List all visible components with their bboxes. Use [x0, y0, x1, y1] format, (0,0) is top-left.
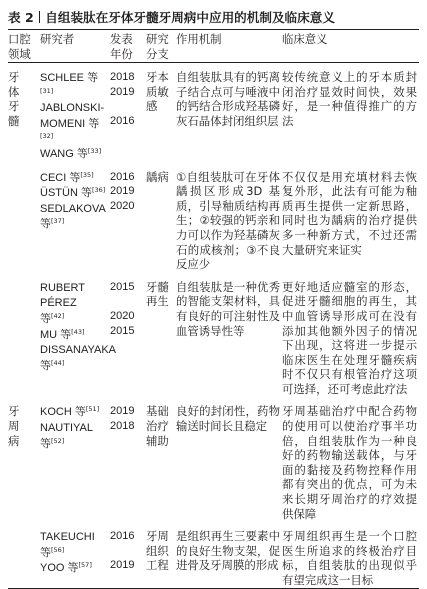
cell-significance: 较传统意义上的牙本质封闭治疗显效时间快，效果好，是一种值得推广的方法: [282, 70, 417, 128]
reference-marker: [37]: [51, 217, 65, 226]
researcher-name: NAUTIYAL: [40, 422, 93, 435]
cell-area: 牙 周 病: [8, 404, 20, 448]
reference-marker: [56]: [51, 545, 65, 554]
table-row: [8, 272, 419, 397]
header-researcher: 研究者: [40, 32, 75, 46]
researcher-name: DISSANAYAKA: [40, 344, 117, 357]
researcher-entry: [40, 311, 108, 327]
researcher-name: WANG 等: [40, 147, 88, 160]
header-mechanism: 作用机制: [176, 32, 222, 46]
cell-researchers: [40, 521, 110, 587]
reference-marker: [44]: [51, 358, 65, 367]
researcher-entry: [40, 100, 108, 116]
reference-marker: [32]: [40, 132, 54, 141]
researcher-name: ÜSTÜN 等: [40, 187, 92, 200]
table-body: [8, 63, 419, 588]
researcher-entry: [40, 545, 108, 561]
researcher-name: SCHLEE 等: [40, 72, 99, 84]
researcher-name: YOO 等: [40, 562, 79, 575]
reference-marker: [33]: [87, 146, 102, 155]
cell-researchers: [40, 162, 110, 272]
cell-subcategory: 基础 治疗 辅助: [146, 404, 169, 448]
researcher-entry: [40, 201, 108, 217]
table-header-row: [8, 30, 419, 63]
researcher-name: KOCH 等: [40, 406, 86, 419]
mechanism-table: [8, 29, 419, 588]
cell-mechanism: ①自组装肽可在牙体龋损区形成3D 基质，引导釉质结构再生；②较强的钙亲和力可以作为羟基磷灰石的成核剂；③不良反应少: [176, 169, 280, 272]
cell-subcategory: 牙周 组织 工程: [146, 529, 169, 573]
table-row: [8, 63, 419, 162]
researcher-entry: [40, 216, 108, 232]
cell-researchers: [40, 272, 117, 397]
reference-marker: [31]: [40, 86, 54, 95]
reference-marker: [52]: [51, 436, 65, 445]
cell-mechanism: 良好的封闭性，药物输送时间长且稳定: [176, 404, 280, 434]
reference-marker: [57]: [78, 561, 92, 570]
cell-mechanism: 是组织再生三要素中的良好生物支架，促进骨及牙周膜的形成: [176, 529, 280, 573]
researcher-entry: [40, 327, 108, 343]
table-bottom-rule: [8, 588, 419, 589]
researcher-entry: [40, 146, 108, 162]
researcher-name: RUBERT PÉREZ: [40, 281, 85, 310]
cell-years: 2016 2019: [110, 530, 135, 572]
cell-area: [8, 272, 40, 397]
caption-separator: [39, 11, 41, 23]
table-row: [8, 521, 419, 587]
researcher-name: CECI 等: [40, 171, 81, 184]
researcher-name: 等: [40, 359, 51, 372]
header-subcat: 研究 分支: [146, 32, 169, 61]
researcher-name: MU 等: [40, 328, 72, 341]
cell-area: 牙 体 牙 髓: [8, 70, 20, 128]
cell-area: [8, 162, 40, 272]
table-row: [8, 162, 419, 272]
cell-researchers: [40, 396, 110, 521]
cell-subcategory: 龋病: [146, 169, 169, 184]
cell-mechanism: 自组装肽具有的钙离子结合点可与唾液中的钙结合形成羟基磷灰石晶体封闭组织层: [176, 70, 280, 128]
header-area: 口腔 领域: [8, 32, 31, 61]
researcher-entry: [40, 404, 108, 420]
researcher-entry: [40, 70, 108, 100]
researcher-entry: [40, 280, 108, 311]
cell-years: 2018 2019 2016: [110, 71, 135, 127]
reference-marker: [42]: [51, 311, 65, 320]
cell-years: 2019 2018: [110, 405, 135, 433]
cell-years: 2015 2020 2015: [110, 280, 135, 337]
researcher-name: 等: [40, 546, 51, 559]
cell-significance: 牙周组织再生是一个口腔医生所追求的终极治疗目标，自组装肽的出现似乎有望完成这一目标: [282, 529, 417, 587]
cell-significance: 不仅仅是用充填材料去恢复外形，此法有可能为釉质再生提供一定新思路，同时也为龋病的治疗提供多一种新方式，不过还需大量研究来证实: [282, 169, 417, 257]
table-title: 自组装肽在牙体牙髓牙周病中应用的机制及临床意义: [45, 10, 335, 25]
cell-researchers: [40, 63, 110, 162]
reference-marker: [51]: [85, 405, 100, 414]
cell-significance: 牙周基础治疗中配合药物的使用可以使治疗事半功倍，自组装肽作为一种良好的药物输送载体，与牙面的黏接及药物控释作用都有突出的优点，可为未来长期牙周治疗的疗效提供保障: [282, 404, 417, 521]
header-significance: 临床意义: [282, 32, 328, 46]
header-year: 发表 年份: [110, 32, 133, 61]
table-label: 表 2: [8, 10, 34, 25]
cell-years: 2016 2019 2020: [110, 170, 135, 212]
researcher-name: JABLONSKI-: [40, 102, 105, 115]
cell-subcategory: 牙髓 再生: [146, 279, 169, 309]
cell-area: [8, 521, 40, 587]
researcher-name: 等: [40, 218, 51, 231]
researcher-name: TAKEUCHI: [40, 531, 95, 544]
researcher-entry: [40, 342, 117, 358]
cell-significance: 更好地适应髓室的形态，促进牙髓细胞的再生，其中血管诱导形成可在没有添加其他额外因子的情况下出现，这将进一步提示临床医生在处理牙髓疾病时不仅只有根管治疗这项可选择，还可考虑此疗法: [282, 279, 417, 396]
reference-marker: [35]: [80, 170, 94, 179]
researcher-entry: [40, 185, 108, 201]
researcher-entry: [40, 436, 108, 452]
researcher-name: MOMENI 等: [40, 117, 100, 130]
table-caption: [8, 7, 419, 29]
researcher-entry: [40, 170, 108, 186]
table-row: [8, 396, 419, 521]
researcher-entry: [40, 420, 108, 436]
researcher-name: 等: [40, 312, 51, 325]
cell-subcategory: 牙本 质敏 感: [146, 70, 169, 114]
reference-marker: [36]: [91, 186, 106, 195]
researcher-name: 等: [40, 437, 51, 450]
cell-mechanism: 自组装肽是一种优秀的智能支架材料，具有良好的可注射性及血管诱导性等: [176, 279, 280, 338]
researcher-entry: [40, 529, 108, 545]
reference-marker: [43]: [71, 327, 85, 336]
researcher-entry: [40, 116, 108, 146]
researcher-name: SEDLAKOVA: [40, 202, 106, 215]
researcher-entry: [40, 560, 108, 576]
researcher-entry: [40, 358, 108, 374]
